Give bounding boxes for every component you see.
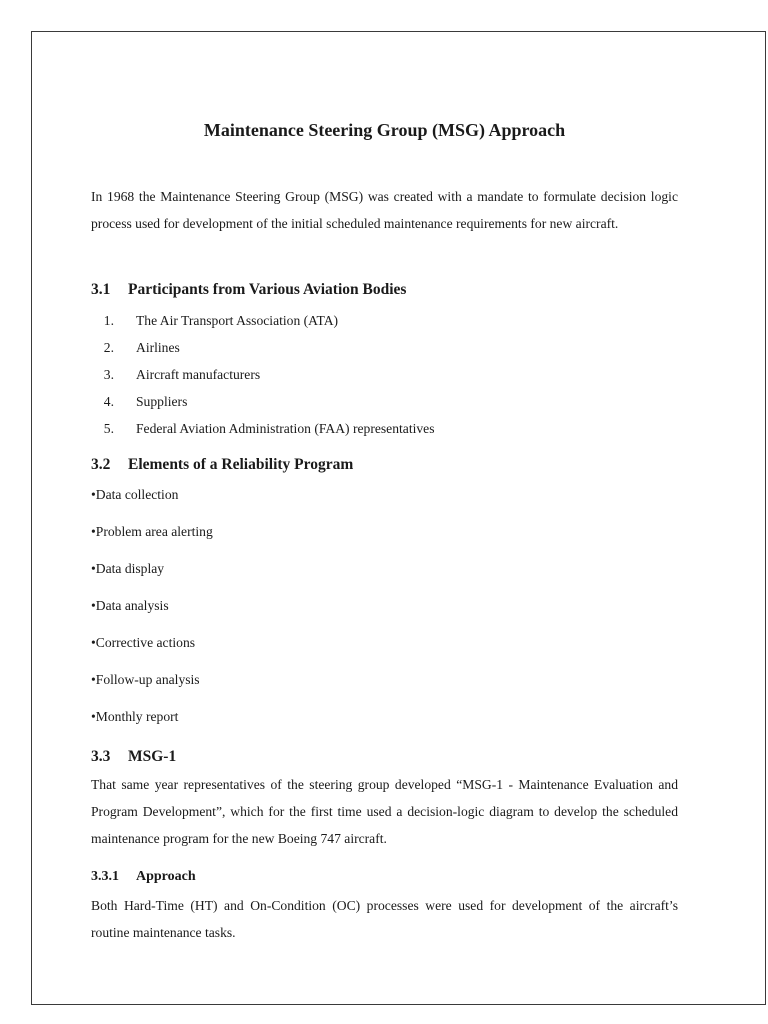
list-item-number: 1. — [103, 313, 114, 328]
list-item — [91, 388, 678, 415]
section-heading-3-1 — [91, 279, 406, 301]
section-title: Participants from Various Aviation Bodies — [128, 281, 407, 298]
reliability-elements-list — [91, 481, 678, 740]
section-number: 3.2 — [91, 456, 111, 473]
list-item-number: 4. — [103, 394, 114, 409]
document-title: Maintenance Steering Group (MSG) Approach — [203, 120, 566, 140]
msg1-paragraph: That same year representatives of the steering group developed “MSG-1 - Maintenance Evaluation and Program Development”, which for the first time used a decision-logic diagram to develop the scheduled maintenance program for the new Boeing 747 aircraft. — [91, 777, 678, 846]
list-item: •Corrective actions — [91, 635, 196, 650]
section-heading-3-3 — [91, 746, 176, 768]
list-item — [91, 334, 678, 361]
section-heading-3-2 — [91, 454, 353, 476]
list-item-text: Airlines — [136, 340, 180, 355]
list-item-text: Aircraft manufacturers — [136, 367, 261, 382]
list-item — [91, 307, 678, 334]
approach-paragraph: Both Hard-Time (HT) and On-Condition (OC) processes were used for development of the aircraft’s routine maintenance tasks. — [91, 898, 678, 940]
list-item-number: 2. — [103, 340, 114, 355]
list-item: •Monthly report — [91, 709, 179, 724]
list-item: •Problem area alerting — [91, 524, 213, 539]
list-item: •Follow-up analysis — [91, 672, 200, 687]
list-item: •Data display — [91, 561, 165, 576]
list-item — [91, 415, 678, 442]
intro-paragraph: In 1968 the Maintenance Steering Group (MSG) was created with a mandate to formulate decision logic process used for development of the initial scheduled maintenance requirements for new aircraft. — [91, 189, 678, 231]
list-item-number: 3. — [103, 367, 114, 382]
document-page — [31, 31, 766, 1005]
participants-list — [91, 307, 678, 442]
list-item — [91, 361, 678, 388]
list-item-text: Suppliers — [136, 394, 188, 409]
section-title: MSG-1 — [128, 748, 177, 765]
section-number: 3.3.1 — [91, 869, 119, 884]
list-item-number: 5. — [103, 421, 114, 436]
list-item: •Data collection — [91, 487, 179, 502]
list-item-text: The Air Transport Association (ATA) — [136, 313, 339, 328]
section-number: 3.3 — [91, 748, 111, 765]
section-number: 3.1 — [91, 281, 111, 298]
list-item-text: Federal Aviation Administration (FAA) representatives — [136, 421, 435, 436]
list-item: •Data analysis — [91, 598, 169, 613]
section-title: Approach — [136, 869, 196, 884]
section-heading-3-3-1 — [91, 867, 196, 887]
section-title: Elements of a Reliability Program — [128, 456, 354, 473]
